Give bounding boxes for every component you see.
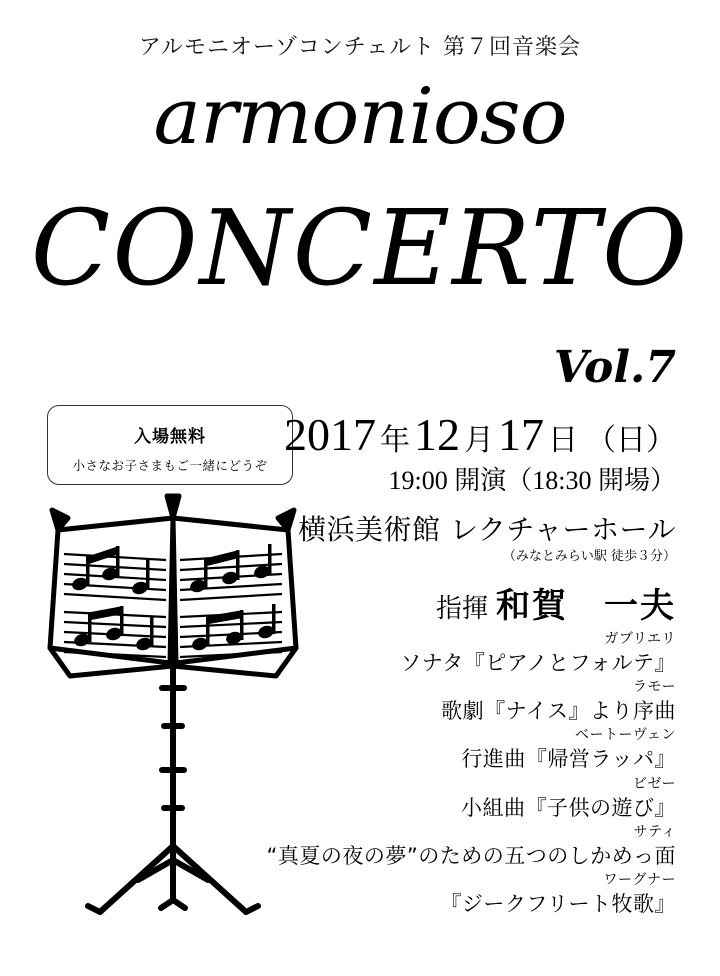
program-piece: ソナタ『ピアノとフォルテ』 — [400, 650, 676, 675]
event-day-unit: 日 — [548, 424, 578, 457]
free-admission-title: 入場無料 — [134, 427, 206, 447]
event-month-unit: 月 — [464, 424, 494, 457]
title-concerto: CONCERTO — [30, 187, 690, 309]
free-admission-box — [47, 405, 293, 485]
event-month: 12 — [414, 409, 460, 460]
stand-pole — [162, 666, 184, 848]
title-armonioso: armonioso — [153, 72, 567, 162]
program-composer: ベートーヴェン — [575, 727, 676, 744]
title-volume: Vol.7 — [553, 342, 676, 393]
program-composer: ガブリエリ — [604, 631, 676, 647]
event-time: 19:00 開演（18:30 開場） — [388, 466, 676, 495]
program-composer: ビゼー — [633, 775, 676, 792]
program-piece: 歌劇『ナイス』より序曲 — [441, 699, 676, 724]
program-composer: ラモー — [633, 679, 676, 696]
music-stand-illustration — [28, 488, 318, 928]
event-venue: 横浜美術館 レクチャーホール — [298, 513, 676, 546]
program-composer: サティ — [633, 823, 676, 840]
conductor-label: 指揮 — [435, 594, 488, 624]
conductor — [436, 578, 676, 627]
program-piece: 行進曲『帰営ラッパ』 — [461, 747, 676, 772]
conductor-name: 和賀 一夫 — [496, 586, 676, 626]
free-admission-note: 小さなお子さまもご一緒にどうぞ — [72, 458, 268, 473]
stand-legs — [88, 846, 258, 912]
event-year: 2017 — [284, 409, 376, 460]
program-piece: “真夏の夜の夢”のための五つのしかめっ面 — [266, 843, 676, 868]
program-piece: 『ジークフリート牧歌』 — [440, 892, 676, 917]
event-year-unit: 年 — [380, 424, 410, 457]
program-composer: ワーグナー — [603, 872, 676, 889]
music-stand-icon — [28, 488, 318, 928]
event-weekday: （日） — [586, 424, 676, 457]
event-venue-access: （みなとみらい駅 徒歩３分） — [502, 549, 676, 564]
event-date — [284, 408, 680, 461]
poster-header-text: アルモニオーゾコンチェルト 第７回音楽会 — [138, 35, 582, 60]
event-day: 17 — [498, 409, 544, 460]
program-piece: 小組曲『子供の遊び』 — [461, 795, 676, 820]
